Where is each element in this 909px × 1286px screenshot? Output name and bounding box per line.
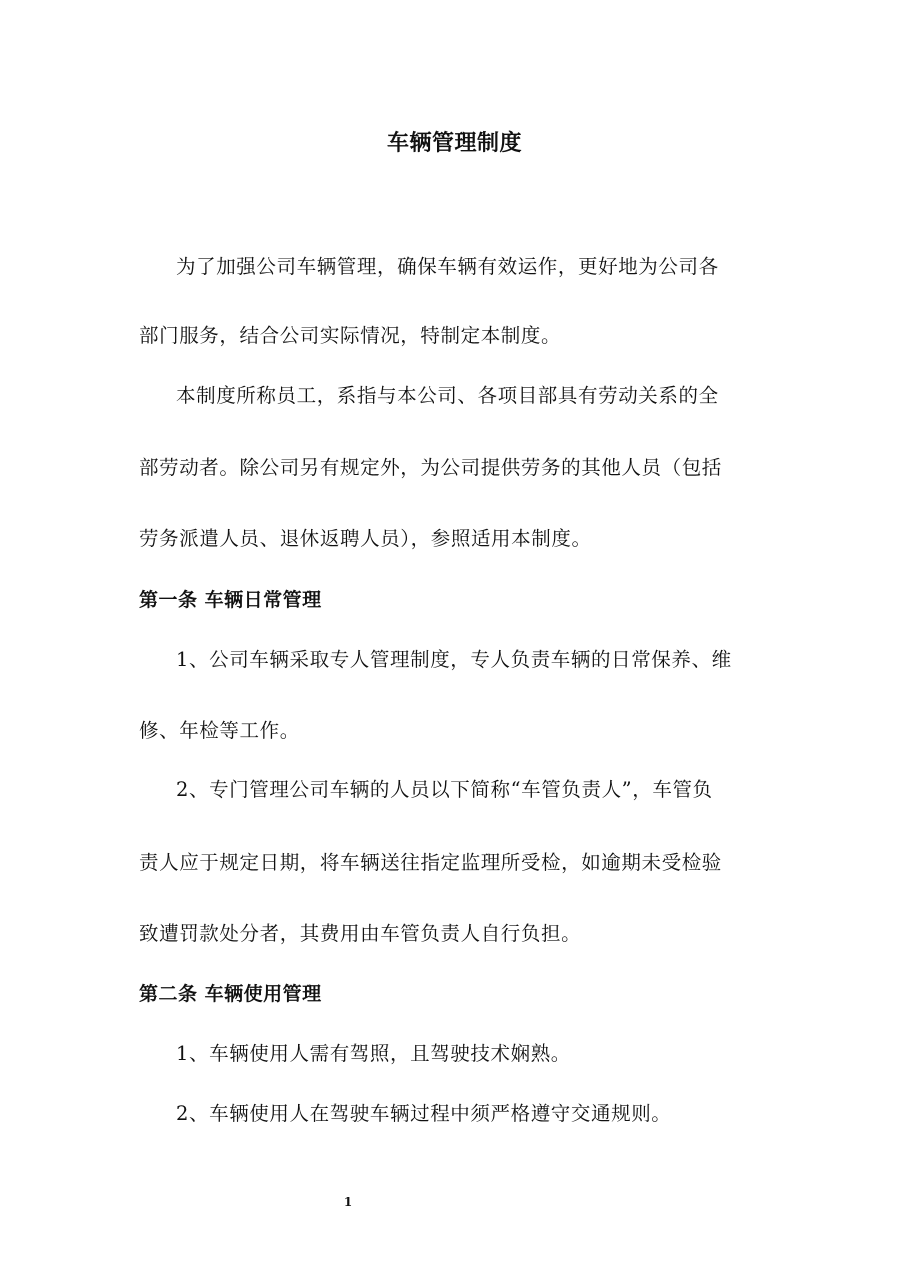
- section-item-line: 2、车辆使用人在驾驶车辆过程中须严格遵守交通规则。: [176, 1102, 672, 1125]
- section-item-line: 1、车辆使用人需有驾照，且驾驶技术娴熟。: [176, 1042, 571, 1065]
- paragraph-line: 部劳动者。除公司另有规定外，为公司提供劳务的其他人员（包括: [139, 456, 722, 479]
- section-item-line: 2、专门管理公司车辆的人员以下简称“车管负责人”，车管负: [176, 778, 713, 801]
- page-number: 1: [343, 1195, 353, 1209]
- section-item-line: 致遭罚款处分者，其费用由车管负责人自行负担。: [139, 922, 582, 945]
- paragraph-line: 劳务派遣人员、退休返聘人员），参照适用本制度。: [139, 527, 592, 550]
- section-item-line: 1、公司车辆采取专人管理制度，专人负责车辆的日常保养、维: [176, 648, 732, 671]
- section-item-line: 责人应于规定日期，将车辆送往指定监理所受检，如逾期未受检验: [139, 851, 722, 874]
- section-heading: 第一条 车辆日常管理: [139, 589, 322, 611]
- paragraph-line: 部门服务，结合公司实际情况，特制定本制度。: [139, 324, 562, 347]
- paragraph-line: 为了加强公司车辆管理，确保车辆有效运作，更好地为公司各: [176, 255, 719, 278]
- section-item-line: 修、年检等工作。: [139, 719, 300, 742]
- section-heading: 第二条 车辆使用管理: [139, 983, 322, 1005]
- paragraph-line: 本制度所称员工，系指与本公司、各项目部具有劳动关系的全: [176, 384, 719, 407]
- document-title: 车辆管理制度: [386, 131, 522, 156]
